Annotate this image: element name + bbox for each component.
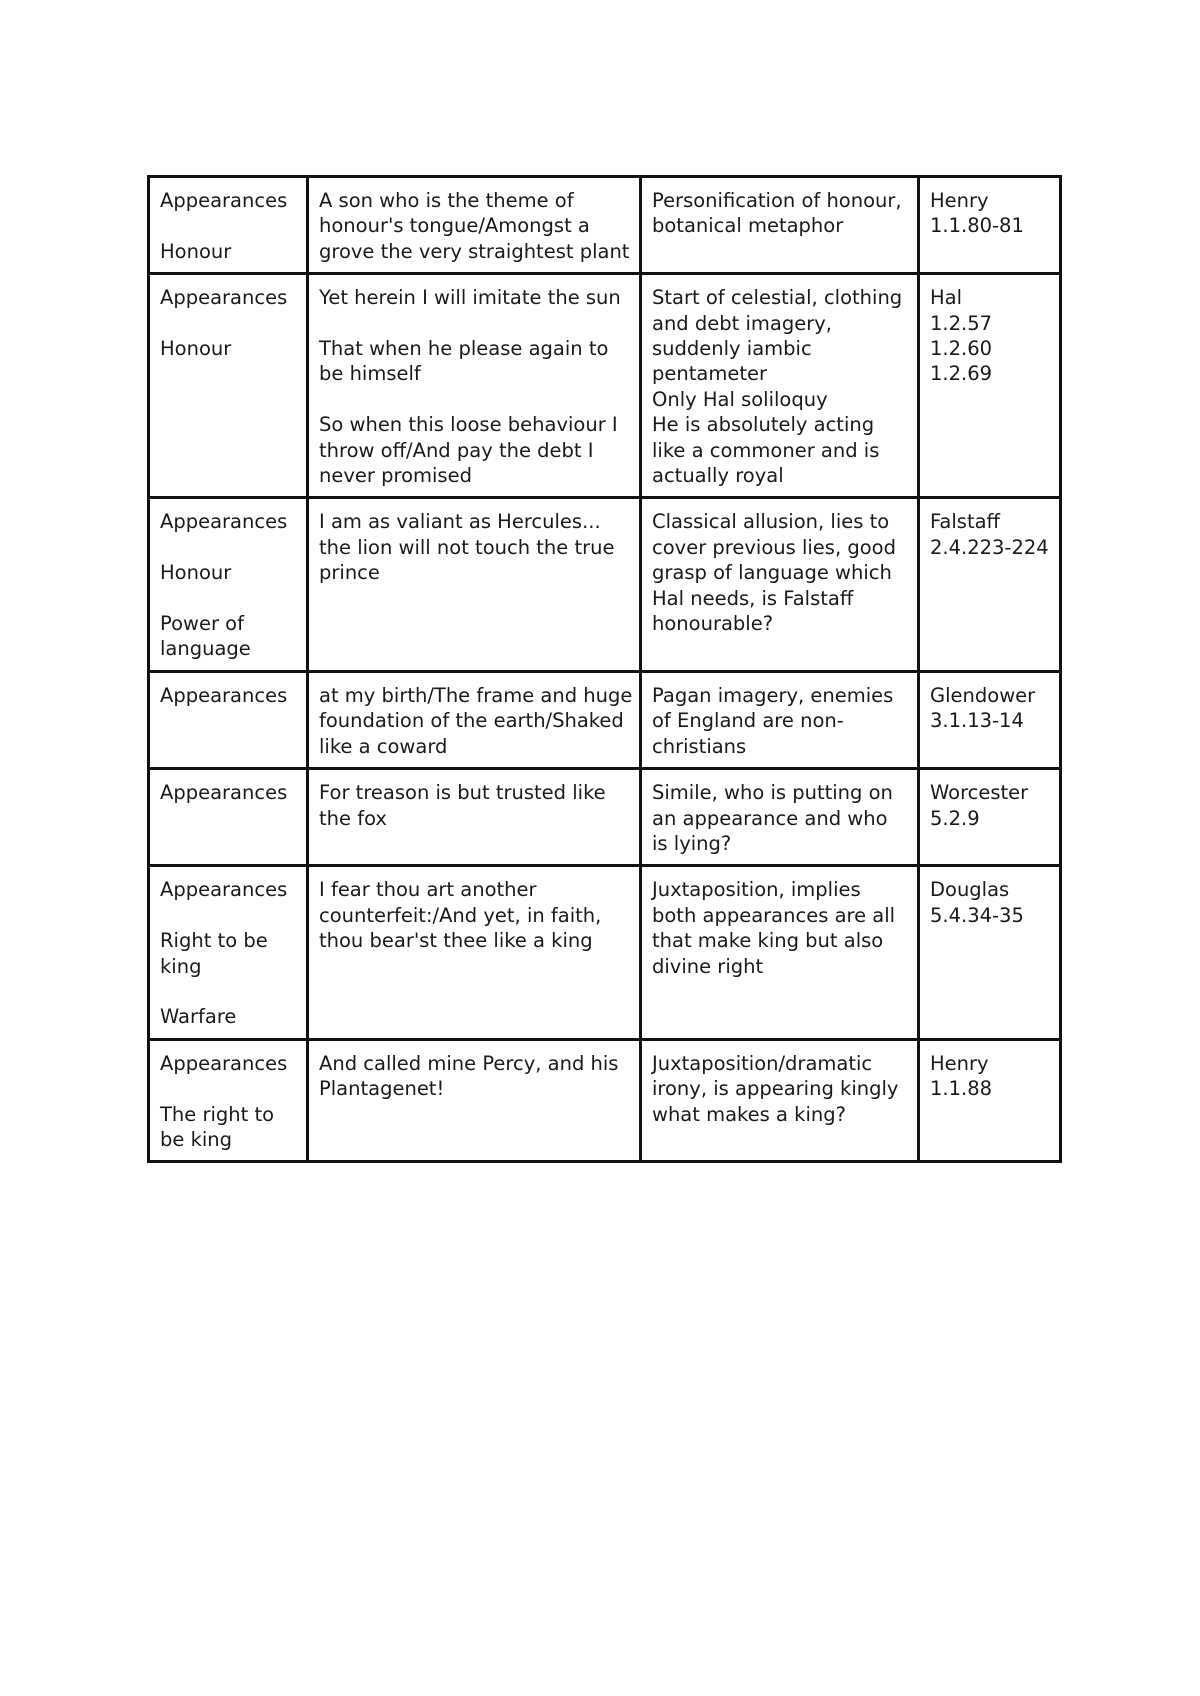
theme-label: Appearances (160, 878, 288, 902)
paragraph-gap (160, 1076, 297, 1101)
table-row (149, 671, 1061, 768)
theme-cell (149, 671, 308, 768)
analysis-line: honourable? (652, 612, 774, 636)
quote-line: foundation of the earth/Shaked (319, 709, 624, 733)
line-reference: 1.2.60 (930, 337, 993, 361)
quote-line: at my birth/The frame and huge (319, 683, 633, 707)
quote-line: That when he please again to (319, 337, 609, 361)
speaker-name: Glendower (930, 683, 1036, 707)
theme-cell (149, 177, 308, 274)
paragraph-gap (160, 213, 297, 238)
quote-line: thou bear'st thee like a king (319, 929, 593, 953)
analysis-cell (641, 498, 919, 671)
speaker-cell (919, 671, 1061, 768)
analysis-line: Start of celestial, clothing (652, 286, 903, 310)
theme-cell (149, 274, 308, 498)
paragraph-gap (160, 979, 297, 1004)
theme-label: Honour (160, 337, 232, 361)
analysis-line: christians (652, 734, 747, 758)
theme-label: Appearances (160, 781, 288, 805)
quote-cell (308, 671, 641, 768)
speaker-name: Falstaff (930, 510, 1000, 534)
analysis-line: of England are non- (652, 709, 844, 733)
analysis-line: grasp of language which (652, 561, 892, 585)
theme-cell (149, 498, 308, 671)
theme-label: Appearances (160, 683, 288, 707)
quote-line: the fox (319, 806, 387, 830)
paragraph-gap (160, 311, 297, 336)
quote-cell (308, 498, 641, 671)
quote-line: the lion will not touch the true (319, 535, 615, 559)
analysis-line: Personification of honour, (652, 189, 902, 212)
quote-line: throw off/And pay the debt I (319, 438, 594, 462)
table-row (149, 769, 1061, 866)
line-reference: 5.4.34-35 (930, 903, 1024, 927)
analysis-line: He is absolutely acting (652, 413, 875, 437)
analysis-line: Classical allusion, lies to (652, 510, 890, 534)
quote-line: prince (319, 561, 380, 585)
analysis-line: cover previous lies, good (652, 535, 896, 559)
line-reference: 5.2.9 (930, 806, 980, 830)
quote-line: grove the very straightest plant (319, 239, 630, 263)
theme-label: Appearances (160, 510, 288, 534)
analysis-cell (641, 1039, 919, 1162)
paragraph-gap (319, 311, 630, 336)
quote-cell (308, 177, 641, 274)
quote-cell (308, 1039, 641, 1162)
theme-label: Power of language (160, 612, 251, 661)
analysis-line: Pagan imagery, enemies (652, 683, 894, 707)
table-row (149, 498, 1061, 671)
speaker-cell (919, 769, 1061, 866)
quote-line: Plantagenet! (319, 1077, 445, 1101)
paragraph-gap (160, 535, 297, 560)
theme-cell (149, 1039, 308, 1162)
quote-line: For treason is but trusted like (319, 781, 606, 805)
analysis-line: actually royal (652, 464, 784, 488)
paragraph-gap (319, 387, 630, 412)
theme-label: Appearances (160, 1051, 288, 1075)
speaker-cell (919, 1039, 1061, 1162)
analysis-cell (641, 274, 919, 498)
analysis-line: is lying? (652, 831, 732, 855)
analysis-line: like a commoner and is (652, 438, 880, 462)
table-row (149, 866, 1061, 1039)
table-row (149, 274, 1061, 498)
analysis-line: Hal needs, is Falstaff (652, 586, 854, 610)
analysis-line: Simile, who is putting on (652, 781, 893, 805)
quote-line: be himself (319, 362, 421, 386)
paragraph-gap (160, 586, 297, 611)
analysis-line: both appearances are all (652, 903, 896, 927)
quote-line: counterfeit:/And yet, in faith, (319, 903, 602, 927)
quote-line: I fear thou art another (319, 878, 537, 902)
analysis-cell (641, 866, 919, 1039)
speaker-name: Worcester (930, 781, 1029, 805)
quote-line: A son who is the theme of (319, 189, 574, 212)
analysis-line: and debt imagery, (652, 311, 832, 335)
analysis-line: botanical metaphor (652, 214, 844, 238)
analysis-line: suddenly iambic (652, 337, 812, 361)
quote-line: like a coward (319, 734, 448, 758)
theme-label: Appearances (160, 189, 288, 212)
analysis-line: Juxtaposition, implies (652, 878, 861, 902)
quote-line: And called mine Percy, and his (319, 1051, 619, 1075)
quote-line: never promised (319, 464, 472, 488)
theme-cell (149, 866, 308, 1039)
quote-line: So when this loose behaviour I (319, 413, 618, 437)
speaker-cell (919, 274, 1061, 498)
quote-line: honour's tongue/Amongst a (319, 214, 590, 238)
quotes-table (147, 175, 1062, 1163)
theme-label: Honour (160, 239, 232, 263)
analysis-line: Juxtaposition/dramatic (652, 1051, 873, 1075)
line-reference: 3.1.13-14 (930, 709, 1024, 733)
theme-label: Honour (160, 561, 232, 585)
analysis-line: irony, is appearing kingly (652, 1077, 899, 1101)
analysis-line: that make king but also (652, 929, 884, 953)
quote-cell (308, 274, 641, 498)
line-reference: 1.1.80-81 (930, 214, 1024, 238)
theme-label: Appearances (160, 286, 288, 310)
quote-cell (308, 866, 641, 1039)
theme-label: Warfare (160, 1005, 237, 1029)
line-reference: 1.2.69 (930, 362, 993, 386)
theme-cell (149, 769, 308, 866)
analysis-line: an appearance and who (652, 806, 888, 830)
speaker-name: Hal (930, 286, 963, 310)
speaker-cell (919, 177, 1061, 274)
theme-label: The right to be king (160, 1102, 275, 1151)
quote-line: Yet herein I will imitate the sun (319, 286, 621, 310)
line-reference: 1.2.57 (930, 311, 993, 335)
analysis-line: divine right (652, 954, 764, 978)
analysis-line: what makes a king? (652, 1102, 846, 1126)
table-row (149, 1039, 1061, 1162)
line-reference: 2.4.223-224 (930, 535, 1049, 559)
analysis-cell (641, 769, 919, 866)
analysis-line: Only Hal soliloquy (652, 387, 828, 411)
speaker-name: Henry (930, 1051, 989, 1075)
table-row (149, 177, 1061, 274)
theme-label: Right to be king (160, 929, 268, 978)
paragraph-gap (160, 903, 297, 928)
speaker-name: Henry (930, 189, 989, 212)
line-reference: 1.1.88 (930, 1077, 993, 1101)
speaker-name: Douglas (930, 878, 1010, 902)
analysis-cell (641, 671, 919, 768)
speaker-cell (919, 866, 1061, 1039)
analysis-cell (641, 177, 919, 274)
quote-cell (308, 769, 641, 866)
speaker-cell (919, 498, 1061, 671)
table-body (149, 177, 1061, 1162)
analysis-line: pentameter (652, 362, 767, 386)
quote-line: I am as valiant as Hercules... (319, 510, 601, 534)
